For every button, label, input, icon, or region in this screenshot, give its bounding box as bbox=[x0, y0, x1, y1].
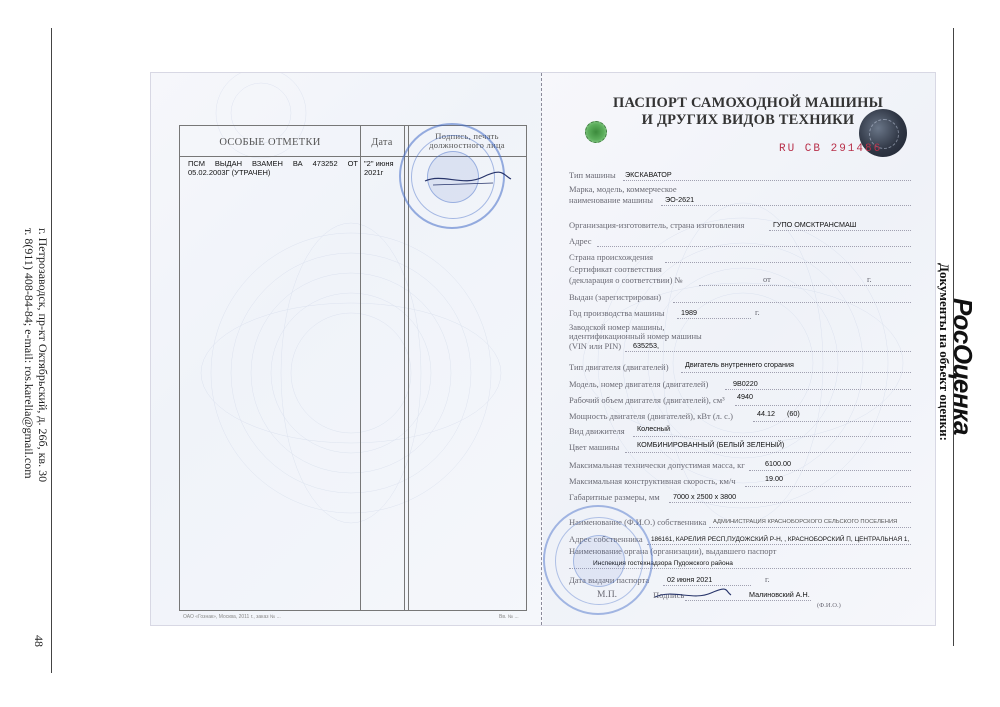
field-value: 7000 х 2500 х 3800 bbox=[673, 492, 737, 501]
field-brand-label-1: Марка, модель, коммерческое bbox=[569, 184, 677, 194]
field-manufacturer bbox=[569, 219, 911, 231]
field-speed bbox=[569, 475, 911, 487]
header-special-notes: ОСОБЫЕ ОТМЕТКИ bbox=[219, 137, 321, 148]
field-label: Наименование (Ф.И.О.) собственника bbox=[569, 517, 707, 527]
field-value: ЭКСКАВАТОР bbox=[625, 170, 672, 179]
field-value: 9В0220 bbox=[733, 379, 758, 388]
field-address bbox=[569, 235, 911, 247]
official-stamp-bottom bbox=[543, 505, 653, 615]
field-label: Тип машины bbox=[569, 170, 616, 180]
margin-address bbox=[22, 228, 50, 483]
field-label: Рабочий объем двигателя (двигателей), см³ bbox=[569, 395, 725, 405]
signature-mark-bottom bbox=[653, 585, 733, 605]
field-label: Наименование органа (организации), выдавшего паспорт bbox=[569, 546, 777, 556]
field-value: 635253, bbox=[633, 341, 659, 350]
field-factory-label-1: Заводской номер машины, bbox=[569, 322, 665, 332]
brand-logo-text: РосОценка bbox=[948, 298, 978, 435]
signer-name: Малиновский А.Н. bbox=[749, 590, 810, 599]
field-label: Максимальная технически допустимая масса, кг bbox=[569, 460, 745, 470]
field-color bbox=[569, 441, 911, 453]
note-date-line-1: "2" июня bbox=[364, 159, 394, 168]
field-value-hp: (60) bbox=[787, 409, 800, 418]
field-engine-volume bbox=[569, 394, 911, 406]
field-label: (декларация о соответствии) № bbox=[569, 275, 683, 285]
field-cert-label-1: Сертификат соответствия bbox=[569, 264, 662, 274]
field-value: ГУПО ОМСКТРАНСМАШ bbox=[773, 220, 857, 229]
stamp-place-label: М.П. bbox=[597, 590, 618, 600]
margin-address-line-2: т. 8(911) 408-84-84; e-mail: ros.karelia@gmail.com bbox=[22, 228, 36, 479]
year-suffix: г. bbox=[755, 307, 760, 317]
field-value: 19.00 bbox=[765, 474, 783, 483]
passport-serial: RU CB 291486 bbox=[779, 143, 883, 155]
field-value: Колесный bbox=[637, 424, 670, 433]
field-label: Год производства машины bbox=[569, 308, 665, 318]
signature-mark bbox=[423, 163, 513, 193]
page-fold-line bbox=[541, 73, 542, 625]
field-label: Габаритные размеры, мм bbox=[569, 492, 660, 502]
field-value: Двигатель внутреннего сгорания bbox=[685, 360, 794, 369]
field-label: (VIN или PIN) bbox=[569, 341, 622, 351]
field-brand bbox=[569, 194, 911, 206]
field-value: 1989 bbox=[681, 308, 697, 317]
field-value: 02 июня 2021 bbox=[667, 575, 713, 584]
passport-right-page bbox=[543, 73, 935, 625]
field-label: Мощность двигателя (двигателей), кВт (л. с.) bbox=[569, 411, 733, 421]
field-label: Дата выдачи паспорта bbox=[569, 575, 650, 585]
field-origin bbox=[569, 251, 911, 263]
field-engine-power bbox=[569, 410, 911, 422]
left-footer-number: Вв. № ... bbox=[499, 614, 519, 620]
page-number: 48 bbox=[32, 635, 46, 647]
field-label: Выдан (зарегистрирован) bbox=[569, 292, 662, 302]
passport-scan bbox=[150, 72, 936, 626]
table-column-divider bbox=[360, 126, 361, 610]
field-label: Максимальная конструктивная скорость, км/ч bbox=[569, 476, 736, 486]
field-value: 186161, КАРЕЛИЯ РЕСП,ПУДОЖСКИЙ Р-Н, , КРАСНОБОРСКИЙ П, ЦЕНТРАЛЬНАЯ 1, bbox=[651, 536, 910, 543]
header-date: Дата bbox=[371, 137, 393, 148]
field-engine-type bbox=[569, 361, 911, 373]
field-label: наименование машины bbox=[569, 195, 653, 205]
cert-year-label: г. bbox=[867, 274, 872, 284]
field-label: Вид движителя bbox=[569, 426, 625, 436]
signature-label: Подпись bbox=[653, 590, 685, 600]
field-value: АДМИНИСТРАЦИЯ КРАСНОБОРСКОГО СЕЛЬСКОГО ПОСЕЛЕНИЯ bbox=[713, 519, 898, 525]
title-line-1: ПАСПОРТ САМОХОДНОЙ МАШИНЫ bbox=[612, 95, 884, 111]
field-value: 44.12 bbox=[757, 409, 775, 418]
title-line-2: И ДРУГИХ ВИДОВ ТЕХНИКИ bbox=[641, 112, 855, 128]
field-label: Модель, номер двигателя (двигателей) bbox=[569, 379, 709, 389]
field-label: Цвет машины bbox=[569, 442, 620, 452]
field-value: Инспекция гостехнадзора Пудожского района bbox=[593, 560, 733, 567]
passport-title bbox=[598, 95, 898, 129]
field-value: ЭО-2621 bbox=[665, 195, 695, 204]
cert-from-label: от bbox=[763, 274, 771, 284]
note-entry-line-1: ПСМ ВЫДАН ВЗАМЕН ВА 473252 ОТ bbox=[188, 159, 358, 168]
header-signature: Подпись, печать должностного лица bbox=[429, 131, 505, 150]
field-label: Тип двигателя (двигателей) bbox=[569, 362, 669, 372]
field-value: 6100.00 bbox=[765, 459, 791, 468]
field-label: Адрес собственника bbox=[569, 534, 643, 544]
field-mover bbox=[569, 425, 911, 437]
field-value: 4940 bbox=[737, 392, 753, 401]
field-mass bbox=[569, 459, 911, 471]
note-entry-line-2: 05.02.2003Г (УТРАЧЕН) bbox=[188, 168, 271, 177]
field-label: Организация-изготовитель, страна изготовления bbox=[569, 220, 745, 230]
margin-address-line-1: г. Петрозаводск, пр-кт Октябрьский, д. 26б, кв. 30 bbox=[36, 228, 50, 483]
field-factory-number bbox=[569, 340, 911, 352]
field-factory-label-2: идентификационный номер машины bbox=[569, 331, 702, 341]
section-title: Документы на объект оценки: bbox=[937, 263, 952, 441]
field-size bbox=[569, 491, 911, 503]
field-machine-type bbox=[569, 169, 911, 181]
field-engine-model bbox=[569, 378, 911, 390]
field-issued bbox=[569, 291, 911, 303]
field-year bbox=[569, 307, 911, 319]
fio-label: (Ф.И.О.) bbox=[817, 602, 841, 609]
left-footer-print: ОАО «Гознак», Москва, 2011 г., заказ № ... bbox=[183, 614, 281, 620]
field-label: Страна происхождения bbox=[569, 252, 654, 262]
left-margin-line bbox=[51, 28, 52, 673]
passport-left-page bbox=[151, 73, 541, 625]
note-date-line-2: 2021г bbox=[364, 168, 384, 177]
field-value: КОМБИНИРОВАННЫЙ (БЕЛЫЙ ЗЕЛЕНЫЙ) bbox=[637, 440, 785, 449]
field-certificate bbox=[569, 274, 911, 286]
issue-date-suffix: г. bbox=[765, 574, 770, 584]
field-label: Адрес bbox=[569, 236, 592, 246]
